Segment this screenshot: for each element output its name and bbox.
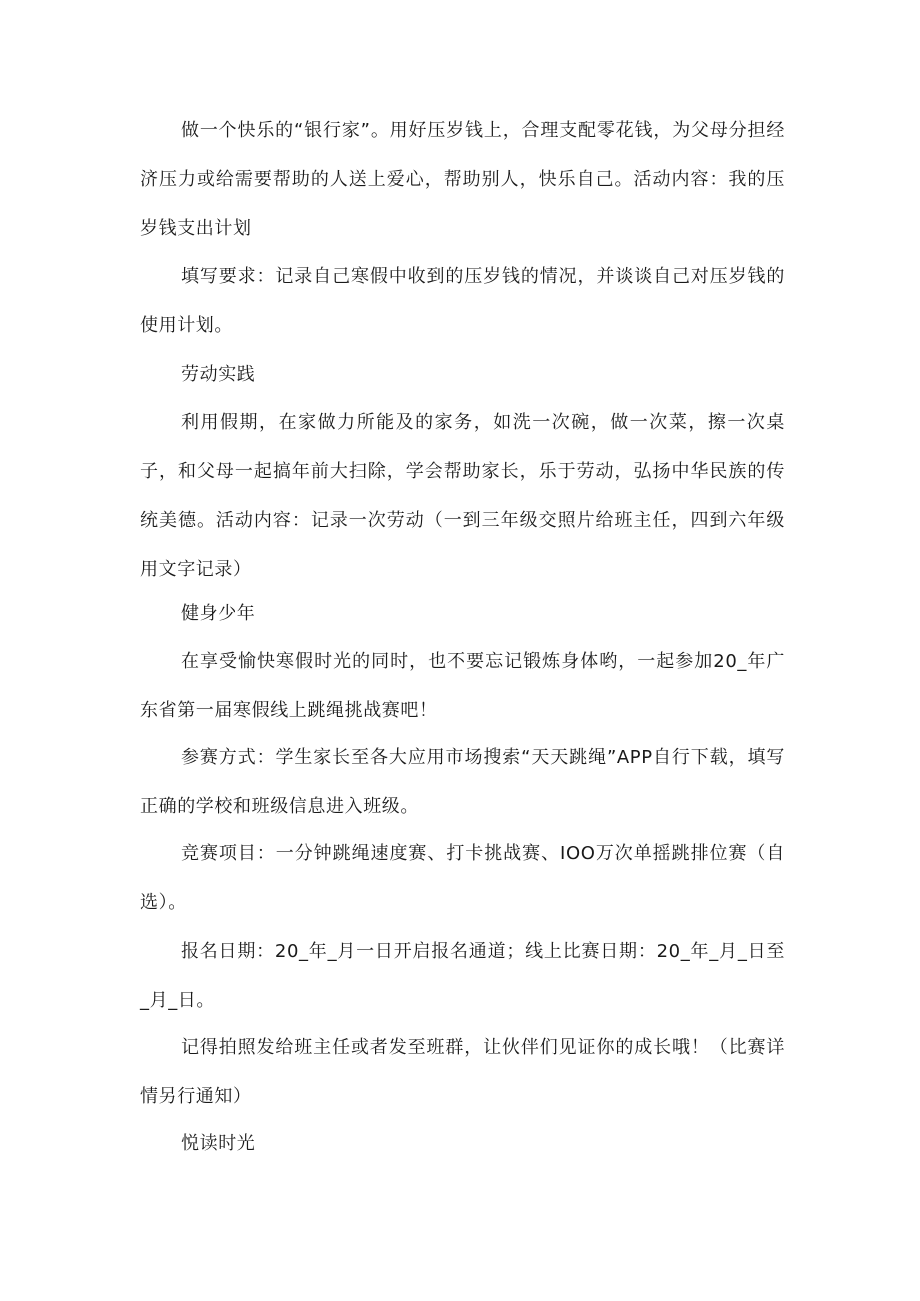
paragraph-lucky-money-banker: 做一个快乐的“银行家”。用好压岁钱上，合理支配零花钱，为父母分担经济压力或给需要帮助的人送上爱心，帮助别人，快乐自己。活动内容：我的压岁钱支出计划 [140,120,785,239]
paragraph-fill-requirements: 填写要求：记录自己寒假中收到的压岁钱的情况，并谈谈自己对压岁钱的使用计划。 [140,266,785,336]
section-heading-fitness-youth: 健身少年 [181,603,256,624]
section-heading-reading-time: 悦读时光 [181,1133,256,1154]
paragraph-registration-dates: 报名日期：20_年_月一日开启报名通道；线上比赛日期：20_年_月_日至_月_日。 [140,941,785,1011]
paragraph-participation-method: 参赛方式：学生家长至各大应用市场搜索“天天跳绳”APP自行下载，填写正确的学校和班级信息进入班级。 [140,747,785,817]
paragraph-rope-skipping-challenge: 在享受愉快寒假时光的同时，也不要忘记锻炼身体哟，一起参加20_年广东省第一届寒假线上跳绳挑战赛吧！ [140,651,785,721]
section-heading-labor-practice: 劳动实践 [181,364,256,385]
paragraph-labor-practice: 利用假期，在家做力所能及的家务，如洗一次碗，做一次菜，擦一次桌子，和父母一起搞年前大扫除，学会帮助家长，乐于劳动，弘扬中华民族的传统美德。活动内容：记录一次劳动（一到三年级交照片给班主任，四到六年级用文字记录） [140,412,785,580]
paragraph-photo-reminder: 记得拍照发给班主任或者发至班群，让伙伴们见证你的成长哦！（比赛详情另行通知） [140,1037,785,1107]
paragraph-competition-events: 竞赛项目：一分钟跳绳速度赛、打卡挑战赛、IOO万次单摇跳排位赛（自选）。 [140,843,785,913]
